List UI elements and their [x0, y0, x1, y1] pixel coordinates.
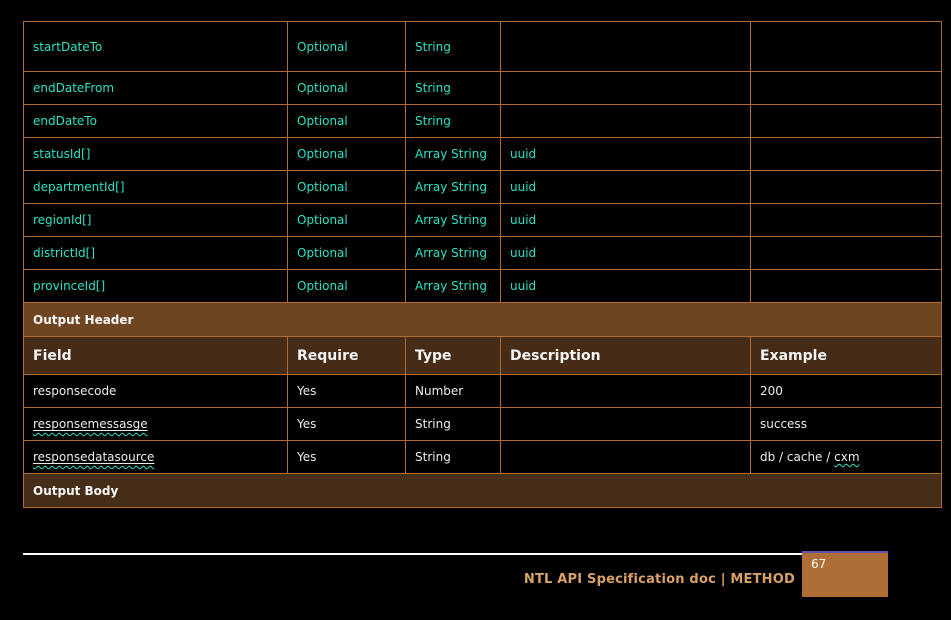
table-row: [24, 204, 942, 237]
type-cell: String: [406, 408, 501, 441]
type-cell: String: [406, 22, 501, 72]
type-cell: Array String: [406, 171, 501, 204]
description-cell: [501, 105, 751, 138]
example-cell: 200: [751, 375, 942, 408]
require-cell: Optional: [288, 270, 406, 303]
description-cell: [501, 441, 751, 474]
table-row: [24, 408, 942, 441]
description-cell: [501, 408, 751, 441]
column-header-field: Field: [24, 337, 288, 375]
require-cell: Yes: [288, 441, 406, 474]
table-row: [24, 138, 942, 171]
field-cell: districtId[]: [24, 237, 288, 270]
type-cell: Array String: [406, 270, 501, 303]
table-row: [24, 237, 942, 270]
footer-doc-title: NTL API Specification doc | METHOD: [523, 572, 795, 587]
description-cell: uuid: [501, 204, 751, 237]
field-cell: [24, 408, 288, 441]
section-header-output-header: Output Header: [24, 303, 942, 337]
example-cell: [751, 171, 942, 204]
example-text: db / cache /: [760, 450, 835, 464]
example-cell: [751, 204, 942, 237]
field-cell: statusId[]: [24, 138, 288, 171]
field-cell: endDateTo: [24, 105, 288, 138]
require-cell: Optional: [288, 105, 406, 138]
field-cell: provinceId[]: [24, 270, 288, 303]
column-header-description: Description: [501, 337, 751, 375]
field-cell: departmentId[]: [24, 171, 288, 204]
example-cell: [751, 138, 942, 171]
table-row: [24, 171, 942, 204]
type-cell: String: [406, 441, 501, 474]
misspelled-word: responsemessasge: [33, 417, 148, 431]
table-row: [24, 303, 942, 337]
require-cell: Optional: [288, 138, 406, 171]
require-cell: Optional: [288, 22, 406, 72]
page-number: 67: [811, 557, 827, 571]
misspelled-word: cxm: [834, 450, 860, 464]
table-row: [24, 375, 942, 408]
require-cell: Optional: [288, 204, 406, 237]
table-row: [24, 72, 942, 105]
example-cell: success: [751, 408, 942, 441]
description-cell: [501, 72, 751, 105]
field-cell: endDateFrom: [24, 72, 288, 105]
table-row: [24, 105, 942, 138]
misspelled-word: responsedatasource: [33, 450, 155, 464]
table-row: [24, 22, 942, 72]
description-cell: uuid: [501, 237, 751, 270]
require-cell: Yes: [288, 408, 406, 441]
field-cell: startDateTo: [24, 22, 288, 72]
footer-rule: [23, 553, 802, 555]
example-cell: [751, 237, 942, 270]
example-cell: [751, 22, 942, 72]
type-cell: Array String: [406, 138, 501, 171]
spec-table: [23, 21, 942, 508]
example-cell: [751, 105, 942, 138]
type-cell: String: [406, 72, 501, 105]
table-row: [24, 270, 942, 303]
require-cell: Optional: [288, 237, 406, 270]
field-cell: regionId[]: [24, 204, 288, 237]
column-header-type: Type: [406, 337, 501, 375]
description-cell: uuid: [501, 270, 751, 303]
description-cell: [501, 375, 751, 408]
description-cell: uuid: [501, 171, 751, 204]
page-number-box: [802, 551, 888, 597]
example-cell: [751, 72, 942, 105]
type-cell: Array String: [406, 204, 501, 237]
table-header-row: [24, 337, 942, 375]
example-cell: [751, 270, 942, 303]
example-cell: [751, 441, 942, 474]
column-header-example: Example: [751, 337, 942, 375]
field-cell: responsecode: [24, 375, 288, 408]
type-cell: Array String: [406, 237, 501, 270]
require-cell: Optional: [288, 72, 406, 105]
description-cell: uuid: [501, 138, 751, 171]
table-row: [24, 441, 942, 474]
type-cell: Number: [406, 375, 501, 408]
type-cell: String: [406, 105, 501, 138]
description-cell: [501, 22, 751, 72]
require-cell: Optional: [288, 171, 406, 204]
field-cell: [24, 441, 288, 474]
require-cell: Yes: [288, 375, 406, 408]
column-header-require: Require: [288, 337, 406, 375]
section-header-output-body: Output Body: [24, 474, 942, 508]
table-row: [24, 474, 942, 508]
